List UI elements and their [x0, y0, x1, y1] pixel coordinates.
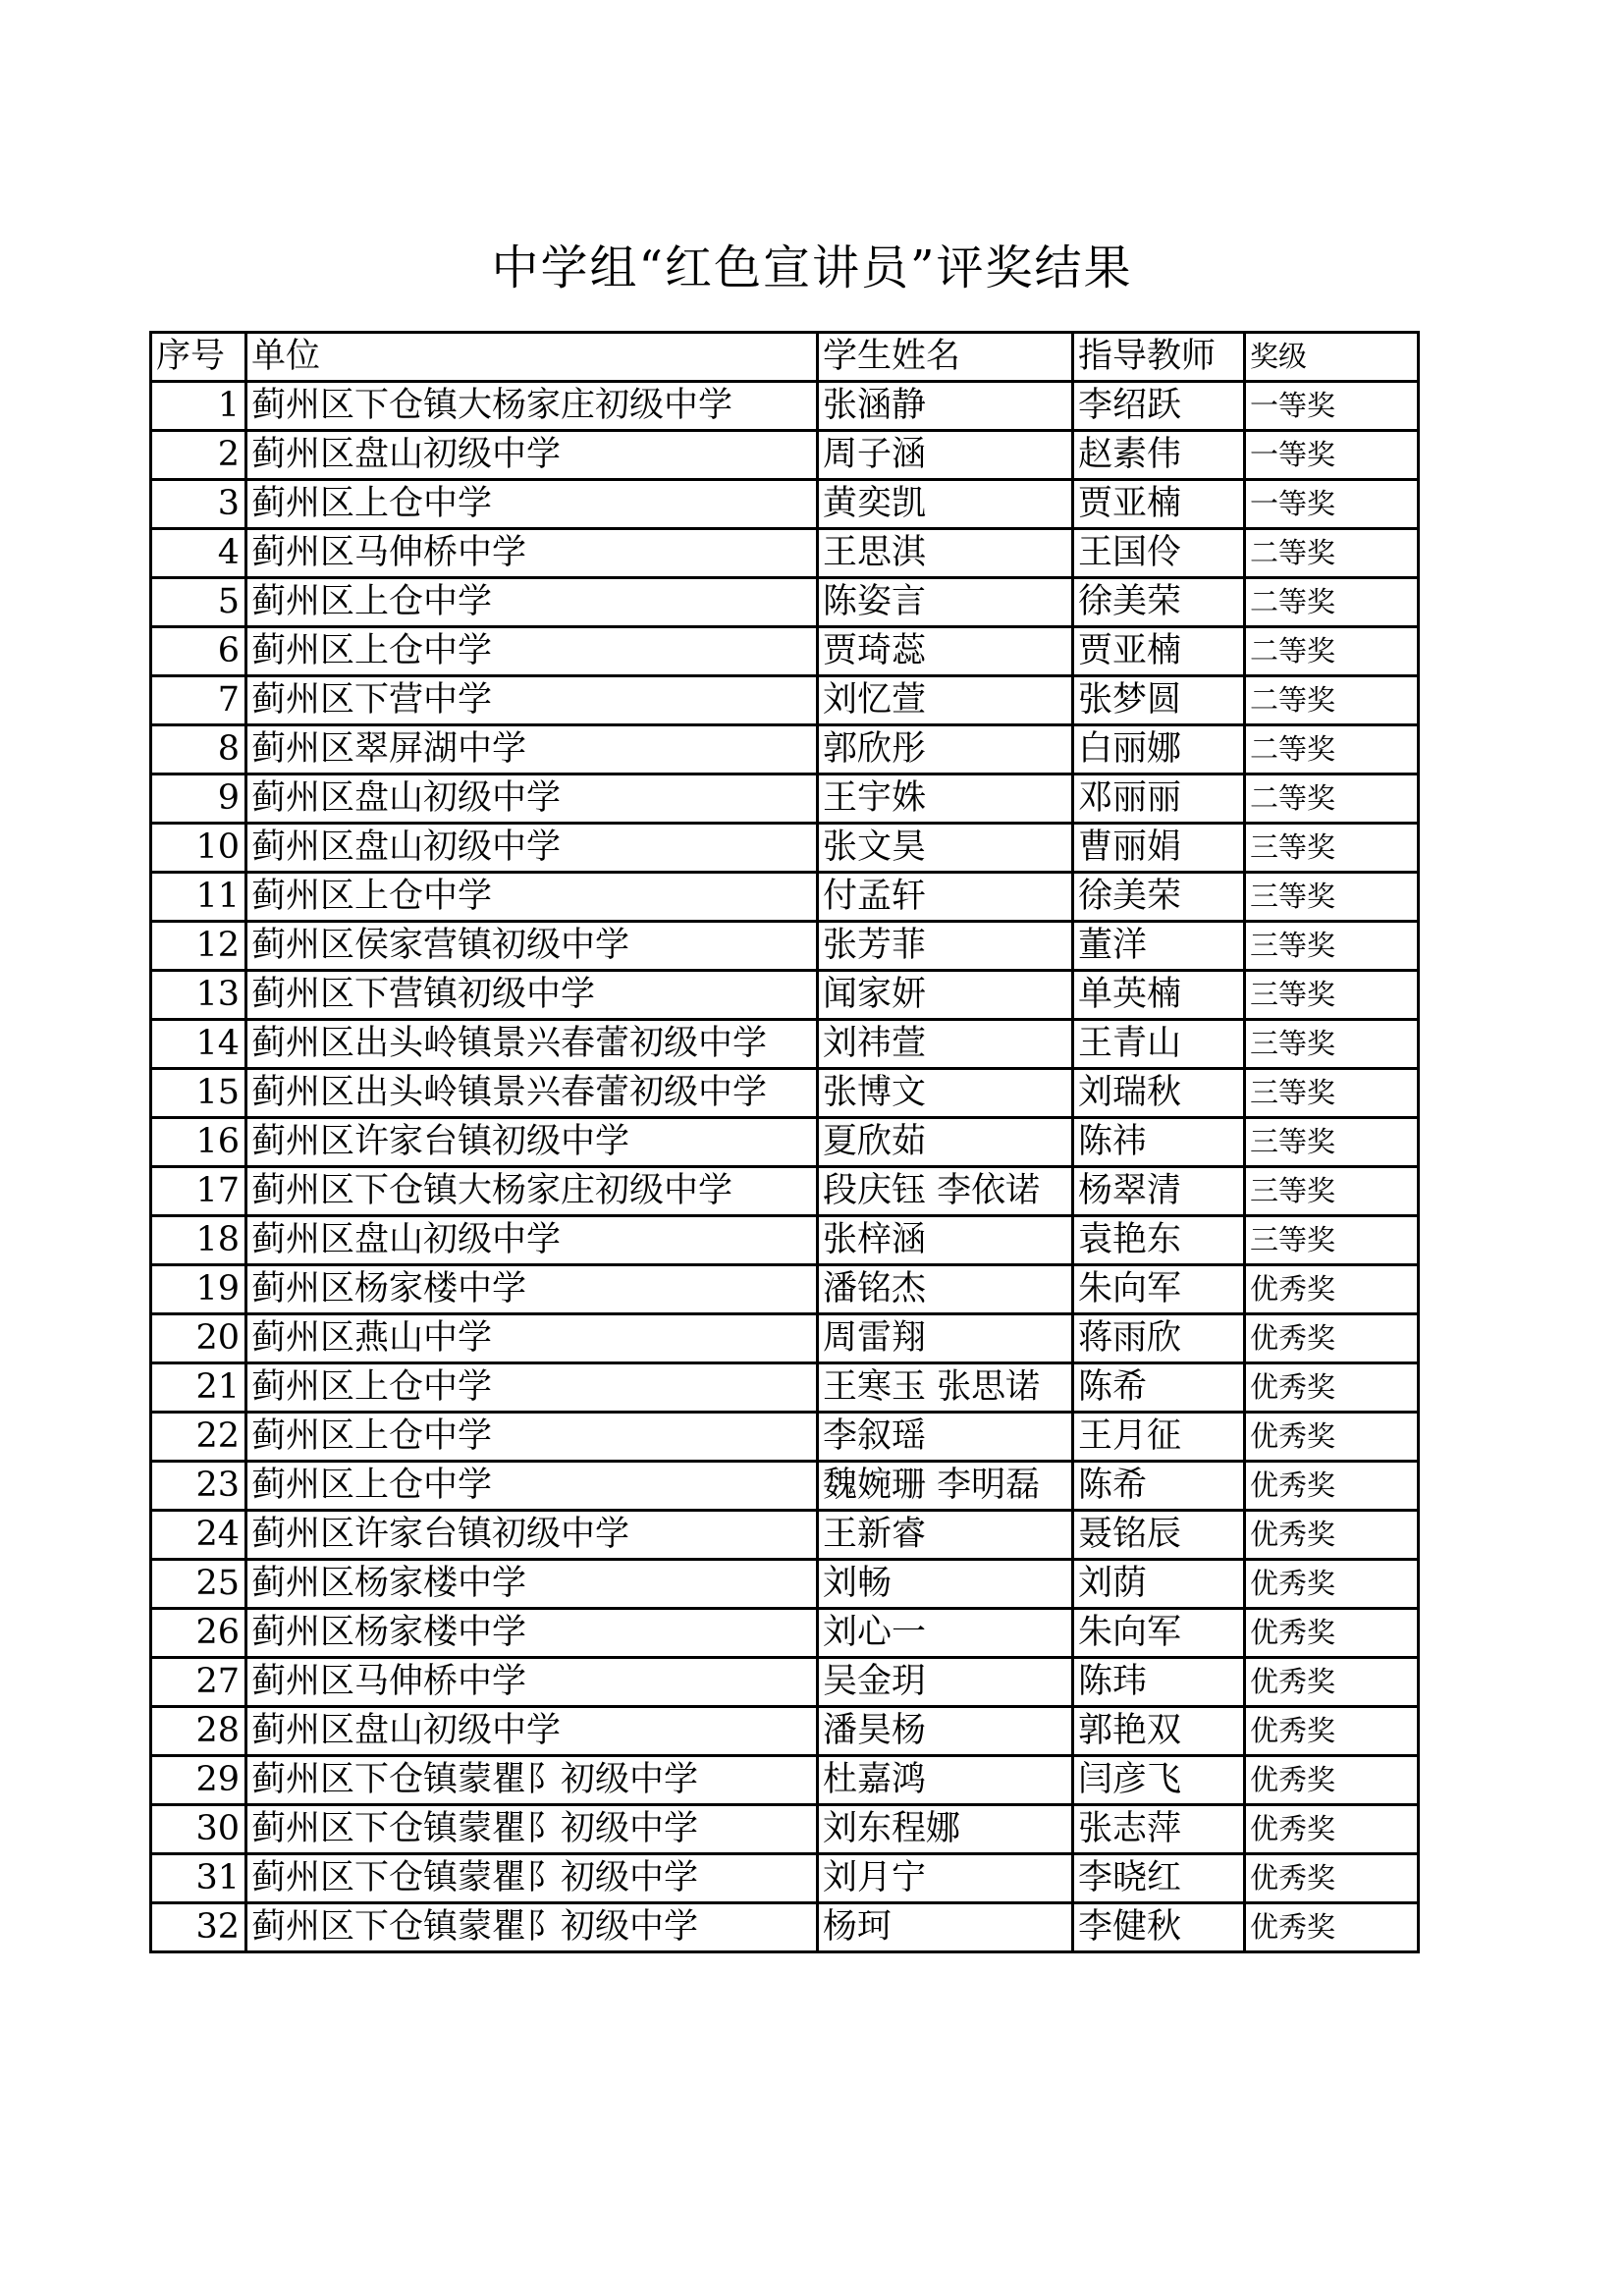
- row-no-cell: 22: [151, 1413, 246, 1462]
- row-student-cell: 张博文: [818, 1069, 1073, 1118]
- row-award-cell: 三等奖: [1245, 1167, 1419, 1216]
- header-teacher: 指导教师: [1073, 333, 1245, 382]
- page-title: 中学组“红色宣讲员”评奖结果: [491, 240, 1133, 295]
- row-unit-cell: 蓟州区上仓中学: [246, 873, 818, 922]
- row-student-cell: 杜嘉鸿: [818, 1756, 1073, 1805]
- row-award-cell: 二等奖: [1245, 676, 1419, 725]
- row-student-cell: 张涵静: [818, 382, 1073, 431]
- row-student-cell: 刘东程娜: [818, 1805, 1073, 1854]
- row-unit-cell: 蓟州区上仓中学: [246, 480, 818, 529]
- row-unit-cell: 蓟州区下营镇初级中学: [246, 971, 818, 1020]
- table-row: [151, 1903, 1419, 1952]
- row-teacher-cell: 朱向军: [1073, 1609, 1245, 1658]
- row-teacher-cell: 王国伶: [1073, 529, 1245, 578]
- row-student-cell: 王思淇: [818, 529, 1073, 578]
- row-award-cell: 优秀奖: [1245, 1265, 1419, 1314]
- row-teacher-cell: 李晓红: [1073, 1854, 1245, 1903]
- row-student-cell: 刘畅: [818, 1560, 1073, 1609]
- row-teacher-cell: 邓丽丽: [1073, 774, 1245, 824]
- row-award-cell: 优秀奖: [1245, 1707, 1419, 1756]
- row-unit-cell: 蓟州区下仓镇大杨家庄初级中学: [246, 382, 818, 431]
- row-student-cell: 刘心一: [818, 1609, 1073, 1658]
- row-unit-cell: 蓟州区上仓中学: [246, 627, 818, 676]
- row-no-cell: 2: [151, 431, 246, 480]
- row-teacher-cell: 董洋: [1073, 922, 1245, 971]
- row-teacher-cell: 朱向军: [1073, 1265, 1245, 1314]
- row-student-cell: 刘忆萱: [818, 676, 1073, 725]
- row-student-cell: 王寒玉 张思诺: [818, 1363, 1073, 1413]
- row-no-cell: 12: [151, 922, 246, 971]
- row-unit-cell: 蓟州区下仓镇大杨家庄初级中学: [246, 1167, 818, 1216]
- table-row: [151, 627, 1419, 676]
- row-award-cell: 二等奖: [1245, 774, 1419, 824]
- row-student-cell: 魏婉珊 李明磊: [818, 1462, 1073, 1511]
- table-body: [151, 382, 1419, 1952]
- row-unit-cell: 蓟州区盘山初级中学: [246, 774, 818, 824]
- header-no: 序号: [151, 333, 246, 382]
- table-row: [151, 725, 1419, 774]
- row-award-cell: 优秀奖: [1245, 1658, 1419, 1707]
- row-no-cell: 16: [151, 1118, 246, 1167]
- row-teacher-cell: 郭艳双: [1073, 1707, 1245, 1756]
- table-row: [151, 1118, 1419, 1167]
- row-student-cell: 贾琦蕊: [818, 627, 1073, 676]
- row-student-cell: 张文昊: [818, 824, 1073, 873]
- row-student-cell: 黄奕凯: [818, 480, 1073, 529]
- table-row: [151, 1462, 1419, 1511]
- row-award-cell: 二等奖: [1245, 578, 1419, 627]
- table-row: [151, 1167, 1419, 1216]
- row-no-cell: 7: [151, 676, 246, 725]
- table-row: [151, 578, 1419, 627]
- row-award-cell: 三等奖: [1245, 1069, 1419, 1118]
- row-unit-cell: 蓟州区上仓中学: [246, 578, 818, 627]
- row-student-cell: 刘月宁: [818, 1854, 1073, 1903]
- row-unit-cell: 蓟州区侯家营镇初级中学: [246, 922, 818, 971]
- row-no-cell: 24: [151, 1511, 246, 1560]
- row-teacher-cell: 闫彦飞: [1073, 1756, 1245, 1805]
- row-award-cell: 优秀奖: [1245, 1560, 1419, 1609]
- row-award-cell: 优秀奖: [1245, 1854, 1419, 1903]
- row-unit-cell: 蓟州区下仓镇蒙瞿阝初级中学: [246, 1854, 818, 1903]
- row-award-cell: 优秀奖: [1245, 1314, 1419, 1363]
- row-student-cell: 夏欣茹: [818, 1118, 1073, 1167]
- row-teacher-cell: 聂铭辰: [1073, 1511, 1245, 1560]
- row-teacher-cell: 陈希: [1073, 1363, 1245, 1413]
- table-row: [151, 1265, 1419, 1314]
- header-student: 学生姓名: [818, 333, 1073, 382]
- row-unit-cell: 蓟州区盘山初级中学: [246, 1707, 818, 1756]
- row-no-cell: 15: [151, 1069, 246, 1118]
- row-teacher-cell: 陈玮: [1073, 1658, 1245, 1707]
- row-award-cell: 二等奖: [1245, 529, 1419, 578]
- row-award-cell: 一等奖: [1245, 382, 1419, 431]
- row-unit-cell: 蓟州区下仓镇蒙瞿阝初级中学: [246, 1805, 818, 1854]
- table-row: [151, 774, 1419, 824]
- row-teacher-cell: 蒋雨欣: [1073, 1314, 1245, 1363]
- row-no-cell: 17: [151, 1167, 246, 1216]
- row-unit-cell: 蓟州区马伸桥中学: [246, 1658, 818, 1707]
- row-student-cell: 郭欣彤: [818, 725, 1073, 774]
- row-teacher-cell: 张梦圆: [1073, 676, 1245, 725]
- table-row: [151, 1609, 1419, 1658]
- row-teacher-cell: 单英楠: [1073, 971, 1245, 1020]
- row-unit-cell: 蓟州区上仓中学: [246, 1413, 818, 1462]
- row-award-cell: 二等奖: [1245, 725, 1419, 774]
- row-award-cell: 优秀奖: [1245, 1413, 1419, 1462]
- row-no-cell: 28: [151, 1707, 246, 1756]
- row-no-cell: 8: [151, 725, 246, 774]
- row-award-cell: 二等奖: [1245, 627, 1419, 676]
- row-student-cell: 张梓涵: [818, 1216, 1073, 1265]
- row-unit-cell: 蓟州区翠屏湖中学: [246, 725, 818, 774]
- table-row: [151, 1707, 1419, 1756]
- header-unit: 单位: [246, 333, 818, 382]
- row-student-cell: 刘祎萱: [818, 1020, 1073, 1069]
- row-student-cell: 王新睿: [818, 1511, 1073, 1560]
- row-teacher-cell: 曹丽娟: [1073, 824, 1245, 873]
- row-award-cell: 三等奖: [1245, 971, 1419, 1020]
- table-row: [151, 1020, 1419, 1069]
- row-no-cell: 27: [151, 1658, 246, 1707]
- row-no-cell: 32: [151, 1903, 246, 1952]
- row-teacher-cell: 白丽娜: [1073, 725, 1245, 774]
- table-row: [151, 1314, 1419, 1363]
- row-award-cell: 三等奖: [1245, 1020, 1419, 1069]
- row-unit-cell: 蓟州区上仓中学: [246, 1363, 818, 1413]
- row-award-cell: 优秀奖: [1245, 1363, 1419, 1413]
- row-no-cell: 3: [151, 480, 246, 529]
- header-row: [151, 333, 1419, 382]
- row-award-cell: 三等奖: [1245, 1216, 1419, 1265]
- row-teacher-cell: 张志萍: [1073, 1805, 1245, 1854]
- row-student-cell: 段庆钰 李依诺: [818, 1167, 1073, 1216]
- row-award-cell: 三等奖: [1245, 1118, 1419, 1167]
- row-no-cell: 11: [151, 873, 246, 922]
- results-table: [149, 331, 1420, 1953]
- table-row: [151, 1413, 1419, 1462]
- row-student-cell: 杨珂: [818, 1903, 1073, 1952]
- row-no-cell: 21: [151, 1363, 246, 1413]
- row-unit-cell: 蓟州区杨家楼中学: [246, 1609, 818, 1658]
- row-unit-cell: 蓟州区盘山初级中学: [246, 824, 818, 873]
- row-student-cell: 王宇姝: [818, 774, 1073, 824]
- table-row: [151, 1658, 1419, 1707]
- row-no-cell: 19: [151, 1265, 246, 1314]
- table-row: [151, 824, 1419, 873]
- row-teacher-cell: 陈祎: [1073, 1118, 1245, 1167]
- row-student-cell: 李叙瑶: [818, 1413, 1073, 1462]
- row-award-cell: 优秀奖: [1245, 1462, 1419, 1511]
- row-student-cell: 周雷翔: [818, 1314, 1073, 1363]
- row-no-cell: 6: [151, 627, 246, 676]
- row-unit-cell: 蓟州区出头岭镇景兴春蕾初级中学: [246, 1020, 818, 1069]
- row-award-cell: 优秀奖: [1245, 1609, 1419, 1658]
- row-award-cell: 一等奖: [1245, 431, 1419, 480]
- row-unit-cell: 蓟州区许家台镇初级中学: [246, 1118, 818, 1167]
- row-unit-cell: 蓟州区下仓镇蒙瞿阝初级中学: [246, 1756, 818, 1805]
- row-no-cell: 20: [151, 1314, 246, 1363]
- row-no-cell: 25: [151, 1560, 246, 1609]
- table-row: [151, 1216, 1419, 1265]
- row-unit-cell: 蓟州区下仓镇蒙瞿阝初级中学: [246, 1903, 818, 1952]
- row-student-cell: 周子涵: [818, 431, 1073, 480]
- row-unit-cell: 蓟州区下营中学: [246, 676, 818, 725]
- row-award-cell: 优秀奖: [1245, 1756, 1419, 1805]
- row-teacher-cell: 王青山: [1073, 1020, 1245, 1069]
- row-teacher-cell: 袁艳东: [1073, 1216, 1245, 1265]
- row-teacher-cell: 贾亚楠: [1073, 480, 1245, 529]
- row-no-cell: 14: [151, 1020, 246, 1069]
- table-row: [151, 1511, 1419, 1560]
- table-row: [151, 529, 1419, 578]
- row-no-cell: 13: [151, 971, 246, 1020]
- row-award-cell: 优秀奖: [1245, 1511, 1419, 1560]
- row-unit-cell: 蓟州区杨家楼中学: [246, 1560, 818, 1609]
- table-row: [151, 1805, 1419, 1854]
- row-student-cell: 潘铭杰: [818, 1265, 1073, 1314]
- row-teacher-cell: 刘荫: [1073, 1560, 1245, 1609]
- row-award-cell: 优秀奖: [1245, 1805, 1419, 1854]
- row-teacher-cell: 李健秋: [1073, 1903, 1245, 1952]
- row-student-cell: 张芳菲: [818, 922, 1073, 971]
- row-no-cell: 31: [151, 1854, 246, 1903]
- row-no-cell: 23: [151, 1462, 246, 1511]
- row-student-cell: 潘昊杨: [818, 1707, 1073, 1756]
- row-award-cell: 三等奖: [1245, 824, 1419, 873]
- header-award: 奖级: [1245, 333, 1419, 382]
- row-student-cell: 付孟轩: [818, 873, 1073, 922]
- table-row: [151, 1854, 1419, 1903]
- row-unit-cell: 蓟州区马伸桥中学: [246, 529, 818, 578]
- row-unit-cell: 蓟州区盘山初级中学: [246, 431, 818, 480]
- row-unit-cell: 蓟州区上仓中学: [246, 1462, 818, 1511]
- row-teacher-cell: 徐美荣: [1073, 578, 1245, 627]
- row-teacher-cell: 王月征: [1073, 1413, 1245, 1462]
- row-award-cell: 一等奖: [1245, 480, 1419, 529]
- row-teacher-cell: 徐美荣: [1073, 873, 1245, 922]
- table-row: [151, 431, 1419, 480]
- row-teacher-cell: 陈希: [1073, 1462, 1245, 1511]
- row-teacher-cell: 杨翠清: [1073, 1167, 1245, 1216]
- row-unit-cell: 蓟州区盘山初级中学: [246, 1216, 818, 1265]
- row-unit-cell: 蓟州区杨家楼中学: [246, 1265, 818, 1314]
- row-award-cell: 优秀奖: [1245, 1903, 1419, 1952]
- row-no-cell: 18: [151, 1216, 246, 1265]
- row-no-cell: 9: [151, 774, 246, 824]
- row-no-cell: 26: [151, 1609, 246, 1658]
- row-no-cell: 29: [151, 1756, 246, 1805]
- row-unit-cell: 蓟州区许家台镇初级中学: [246, 1511, 818, 1560]
- row-unit-cell: 蓟州区出头岭镇景兴春蕾初级中学: [246, 1069, 818, 1118]
- row-no-cell: 1: [151, 382, 246, 431]
- row-teacher-cell: 刘瑞秋: [1073, 1069, 1245, 1118]
- row-teacher-cell: 李绍跃: [1073, 382, 1245, 431]
- row-unit-cell: 蓟州区燕山中学: [246, 1314, 818, 1363]
- table-row: [151, 1756, 1419, 1805]
- row-student-cell: 闻家妍: [818, 971, 1073, 1020]
- table-row: [151, 971, 1419, 1020]
- table-row: [151, 382, 1419, 431]
- row-no-cell: 5: [151, 578, 246, 627]
- row-teacher-cell: 贾亚楠: [1073, 627, 1245, 676]
- table-row: [151, 676, 1419, 725]
- table-row: [151, 480, 1419, 529]
- row-award-cell: 三等奖: [1245, 873, 1419, 922]
- table-row: [151, 873, 1419, 922]
- table-row: [151, 922, 1419, 971]
- table-row: [151, 1069, 1419, 1118]
- row-student-cell: 吴金玥: [818, 1658, 1073, 1707]
- row-no-cell: 10: [151, 824, 246, 873]
- table-row: [151, 1560, 1419, 1609]
- row-no-cell: 30: [151, 1805, 246, 1854]
- row-award-cell: 三等奖: [1245, 922, 1419, 971]
- row-student-cell: 陈姿言: [818, 578, 1073, 627]
- table-row: [151, 1363, 1419, 1413]
- row-teacher-cell: 赵素伟: [1073, 431, 1245, 480]
- row-no-cell: 4: [151, 529, 246, 578]
